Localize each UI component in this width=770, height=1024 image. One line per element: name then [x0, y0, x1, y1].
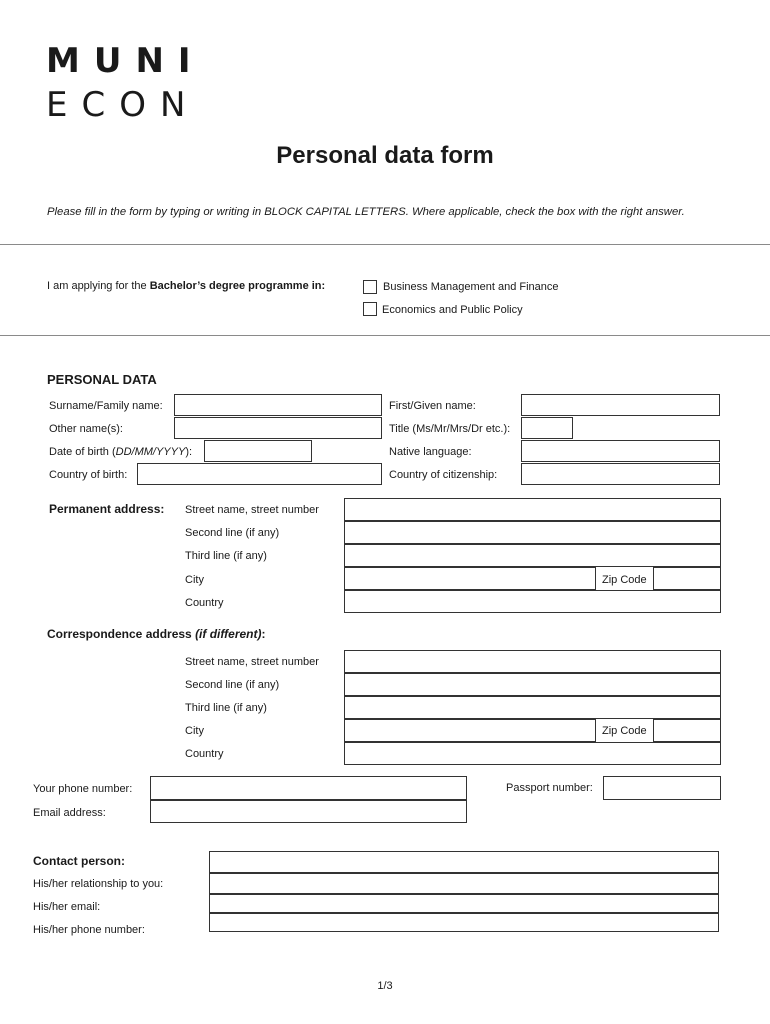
native-language-label: Native language:: [389, 446, 472, 458]
dob-label-prefix: Date of birth (: [49, 446, 116, 458]
perm-street-label: Street name, street number: [185, 504, 319, 516]
corr-country-field[interactable]: [344, 742, 721, 765]
passport-label: Passport number:: [506, 782, 593, 794]
contact-person-heading: Contact person:: [33, 854, 126, 868]
email-label: Email address:: [33, 807, 106, 819]
correspondence-address-heading: [47, 627, 266, 641]
corr-third-label: Third line (if any): [185, 702, 267, 714]
perm-country-field[interactable]: [344, 590, 721, 613]
perm-third-field[interactable]: [344, 544, 721, 567]
programme-label-prefix: I am applying for the: [47, 280, 150, 292]
corr-city-label: City: [185, 725, 204, 737]
cp-phone-label: His/her phone number:: [33, 924, 145, 936]
perm-city-label: City: [185, 574, 204, 586]
personal-data-heading: PERSONAL DATA: [47, 372, 157, 387]
cp-email-field[interactable]: [209, 894, 719, 913]
option-business-management: Business Management and Finance: [383, 281, 559, 293]
other-names-field[interactable]: [174, 417, 382, 439]
dob-label-suffix: ):: [185, 446, 193, 458]
corr-heading-end: :: [261, 627, 266, 641]
dob-format: DD/MM/YYYY: [115, 446, 186, 458]
relationship-label: His/her relationship to you:: [33, 878, 164, 890]
corr-second-field[interactable]: [344, 673, 721, 696]
page-title: Personal data form: [276, 142, 494, 169]
option-economics-policy: Economics and Public Policy: [382, 304, 523, 316]
country-birth-field[interactable]: [137, 463, 382, 485]
instruction-text: Please fill in the form by typing or writing in BLOCK CAPITAL LETTERS. Where applicable, check the box with the right answer.: [47, 206, 685, 218]
checkbox-economics-policy[interactable]: [363, 302, 377, 316]
programme-label-bold: Bachelor’s degree programme in:: [149, 280, 326, 292]
corr-street-field[interactable]: [344, 650, 721, 673]
surname-field[interactable]: [174, 394, 382, 416]
page-number: 1/3: [377, 980, 393, 992]
perm-city-field[interactable]: [344, 567, 596, 590]
perm-zip-field[interactable]: [653, 567, 721, 590]
dob-field[interactable]: [204, 440, 312, 462]
cp-phone-field[interactable]: [209, 913, 719, 932]
citizenship-field[interactable]: [521, 463, 720, 485]
corr-zip-field[interactable]: [653, 719, 721, 742]
corr-zip-label: Zip Code: [602, 725, 647, 737]
title-field[interactable]: [521, 417, 573, 439]
perm-country-label: Country: [185, 597, 224, 609]
country-birth-label: Country of birth:: [49, 469, 128, 481]
corr-third-field[interactable]: [344, 696, 721, 719]
corr-heading-text: Correspondence address: [47, 627, 196, 641]
checkbox-business-management[interactable]: [363, 280, 377, 294]
relationship-field[interactable]: [209, 873, 719, 894]
passport-field[interactable]: [603, 776, 721, 800]
first-name-label: First/Given name:: [389, 400, 476, 412]
corr-street-label: Street name, street number: [185, 656, 319, 668]
citizenship-label: Country of citizenship:: [389, 469, 498, 481]
logo-muni: MUNI: [46, 41, 205, 81]
perm-zip-label: Zip Code: [602, 574, 647, 586]
other-names-label: Other name(s):: [49, 423, 123, 435]
phone-field[interactable]: [150, 776, 467, 800]
corr-city-field[interactable]: [344, 719, 596, 742]
surname-label: Surname/Family name:: [49, 400, 163, 412]
email-field[interactable]: [150, 800, 467, 823]
corr-heading-italic: (if different): [195, 627, 262, 641]
perm-third-label: Third line (if any): [185, 550, 267, 562]
programme-label: [47, 280, 325, 292]
perm-street-field[interactable]: [344, 498, 721, 521]
perm-second-field[interactable]: [344, 521, 721, 544]
first-name-field[interactable]: [521, 394, 720, 416]
permanent-address-heading: Permanent address:: [49, 502, 165, 516]
logo-econ: ECON: [46, 85, 200, 125]
divider: [0, 335, 770, 336]
phone-label: Your phone number:: [33, 783, 133, 795]
native-language-field[interactable]: [521, 440, 720, 462]
cp-email-label: His/her email:: [33, 901, 101, 913]
contact-person-name-field[interactable]: [209, 851, 719, 873]
divider: [0, 244, 770, 245]
dob-label: [49, 446, 192, 458]
corr-country-label: Country: [185, 748, 224, 760]
corr-second-label: Second line (if any): [185, 679, 280, 691]
title-label: Title (Ms/Mr/Mrs/Dr etc.):: [389, 423, 511, 435]
perm-second-label: Second line (if any): [185, 527, 280, 539]
